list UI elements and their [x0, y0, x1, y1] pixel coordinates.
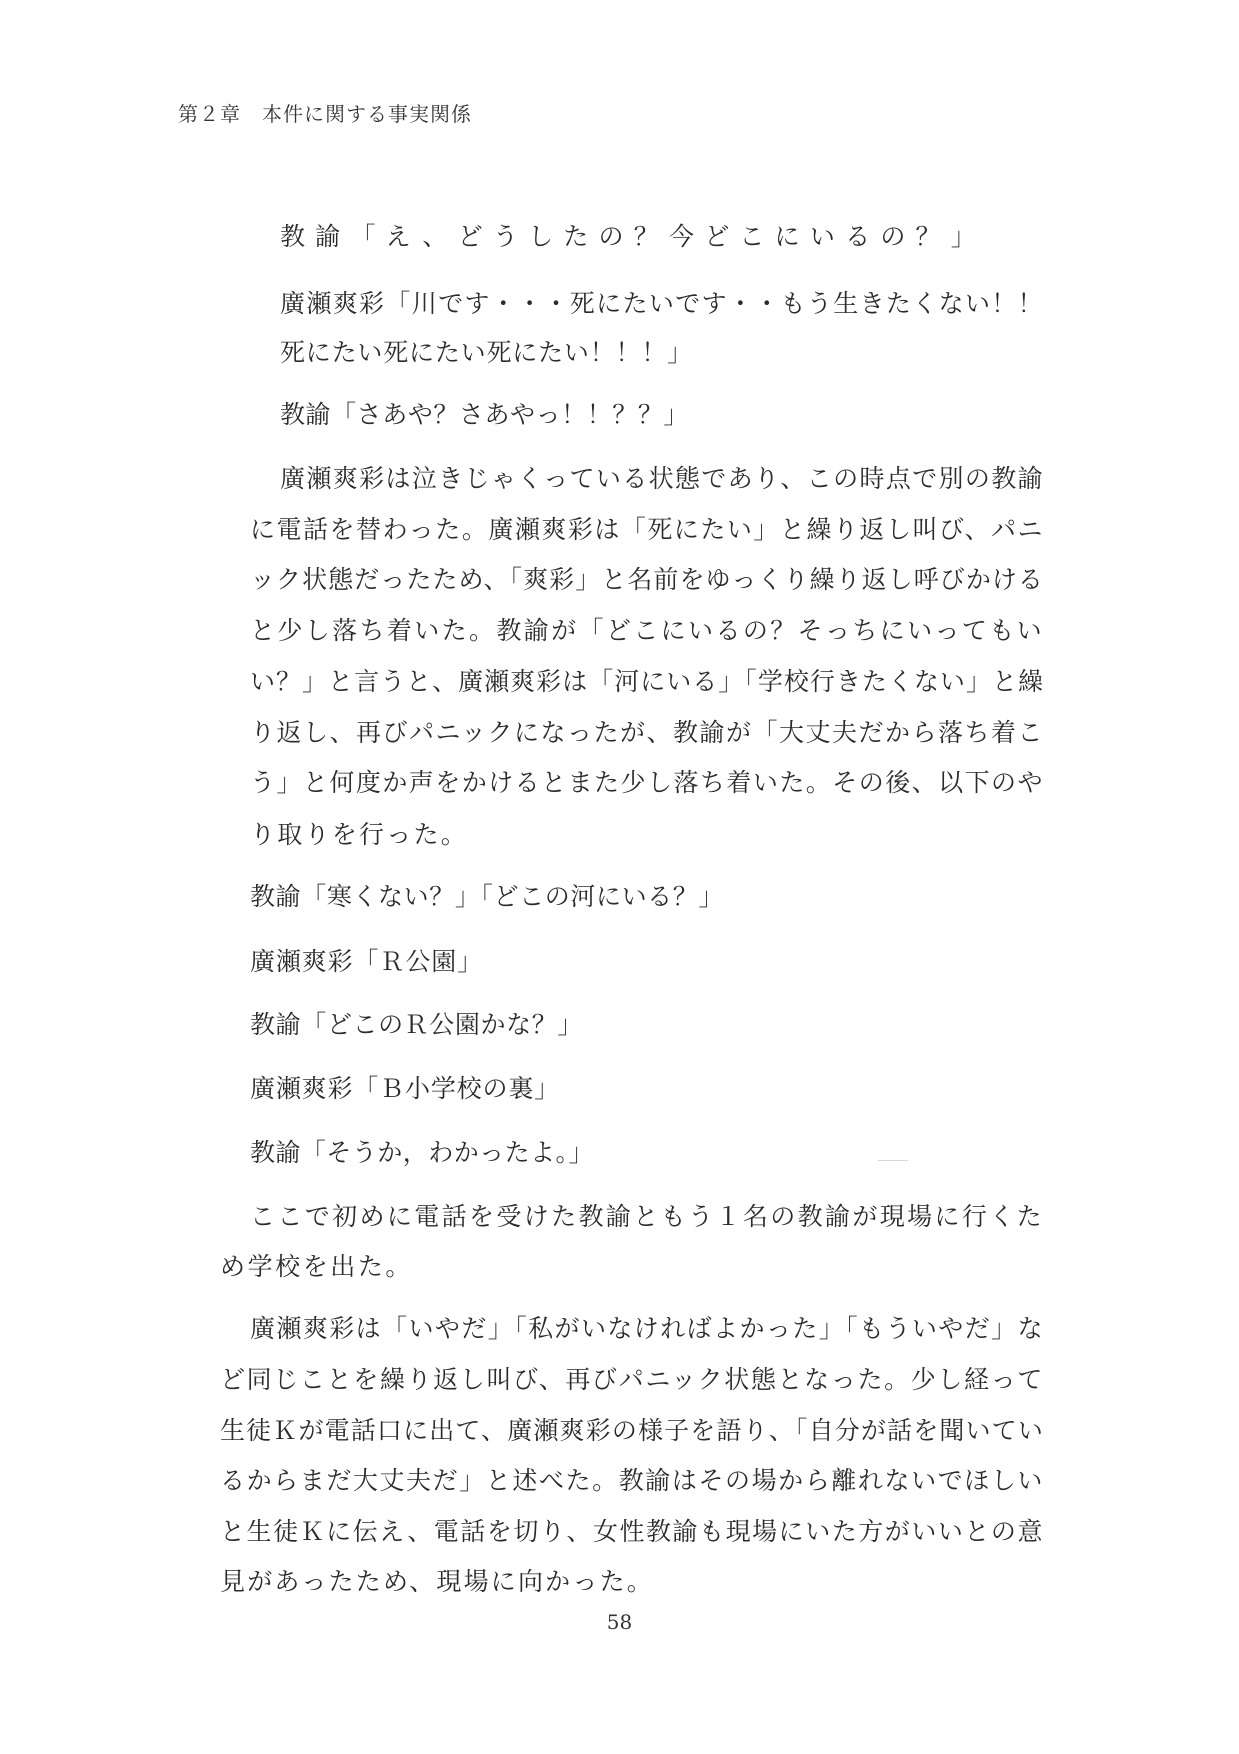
text-line: ど同じことを繰り返し叫び、再びパニック状態となった。少し経って: [220, 1365, 1044, 1394]
text-line: 教諭「どこのＲ公園かな？」: [250, 1010, 583, 1039]
text-line: 教諭「そうか，わかったよ。」: [250, 1138, 594, 1167]
text-line: と少し落ち着いた。教諭が「どこにいるの？そっちにいってもい: [250, 616, 1044, 645]
text-line: ここで初めに電話を受けた教諭ともう１名の教諭が現場に行くた: [250, 1202, 1044, 1231]
text-line: 教諭「え、どうしたの？今どこにいるの？」: [280, 222, 986, 251]
text-line: 生徒Ｋが電話口に出て、廣瀬爽彩の様子を語り、｢自分が話を聞いてい: [220, 1416, 1044, 1445]
text-line: るからまだ大丈夫だ」と述べた。教諭はその場から離れないでほしい: [220, 1466, 1044, 1495]
text-line: 廣瀬爽彩は泣きじゃくっている状態であり、この時点で別の教諭: [280, 464, 1044, 493]
text-line: 教諭「寒くない？」「どこの河にいる？」: [250, 882, 724, 911]
text-line: う」と何度か声をかけるとまた少し落ち着いた。その後、以下のや: [250, 768, 1044, 797]
text-line: ック状態だったため、｢爽彩」と名前をゆっくり繰り返し呼びかける: [250, 565, 1044, 594]
text-line: 見があったため、現場に向かった。: [220, 1567, 654, 1596]
chapter-heading: 第２章 本件に関する事実関係: [178, 102, 472, 126]
text-line: 廣瀬爽彩「Ｒ公園」: [250, 947, 483, 976]
text-line: 廣瀬爽彩「川です・・・死にたいです・・もう生きたくない！！: [280, 289, 1044, 318]
text-line: に電話を替わった。廣瀬爽彩は「死にたい」と繰り返し叫び、パニ: [250, 515, 1044, 544]
text-line: り取りを行った。: [250, 820, 468, 849]
text-line: 廣瀬爽彩「Ｂ小学校の裏」: [250, 1074, 560, 1103]
text-line: い？」と言うと、廣瀬爽彩は「河にいる」「学校行きたくない」と繰: [250, 667, 1044, 696]
text-line: り返し、再びパニックになったが、教諭が「大丈夫だから落ち着こ: [250, 718, 1044, 747]
page-number: 58: [606, 1610, 633, 1634]
text-line: め学校を出た。: [220, 1252, 413, 1281]
text-line: 廣瀬爽彩は「いやだ」｢私がいなければよかった」｢もういやだ」な: [250, 1314, 1044, 1343]
text-line: 死にたい死にたい死にたい！！！」: [280, 338, 693, 367]
text-line: と生徒Ｋに伝え、電話を切り、女性教諭も現場にいた方がいいとの意: [220, 1517, 1044, 1546]
scan-artifact: [878, 1160, 908, 1161]
text-line: 教諭「さあや？さあやっ！！？？」: [280, 400, 689, 429]
